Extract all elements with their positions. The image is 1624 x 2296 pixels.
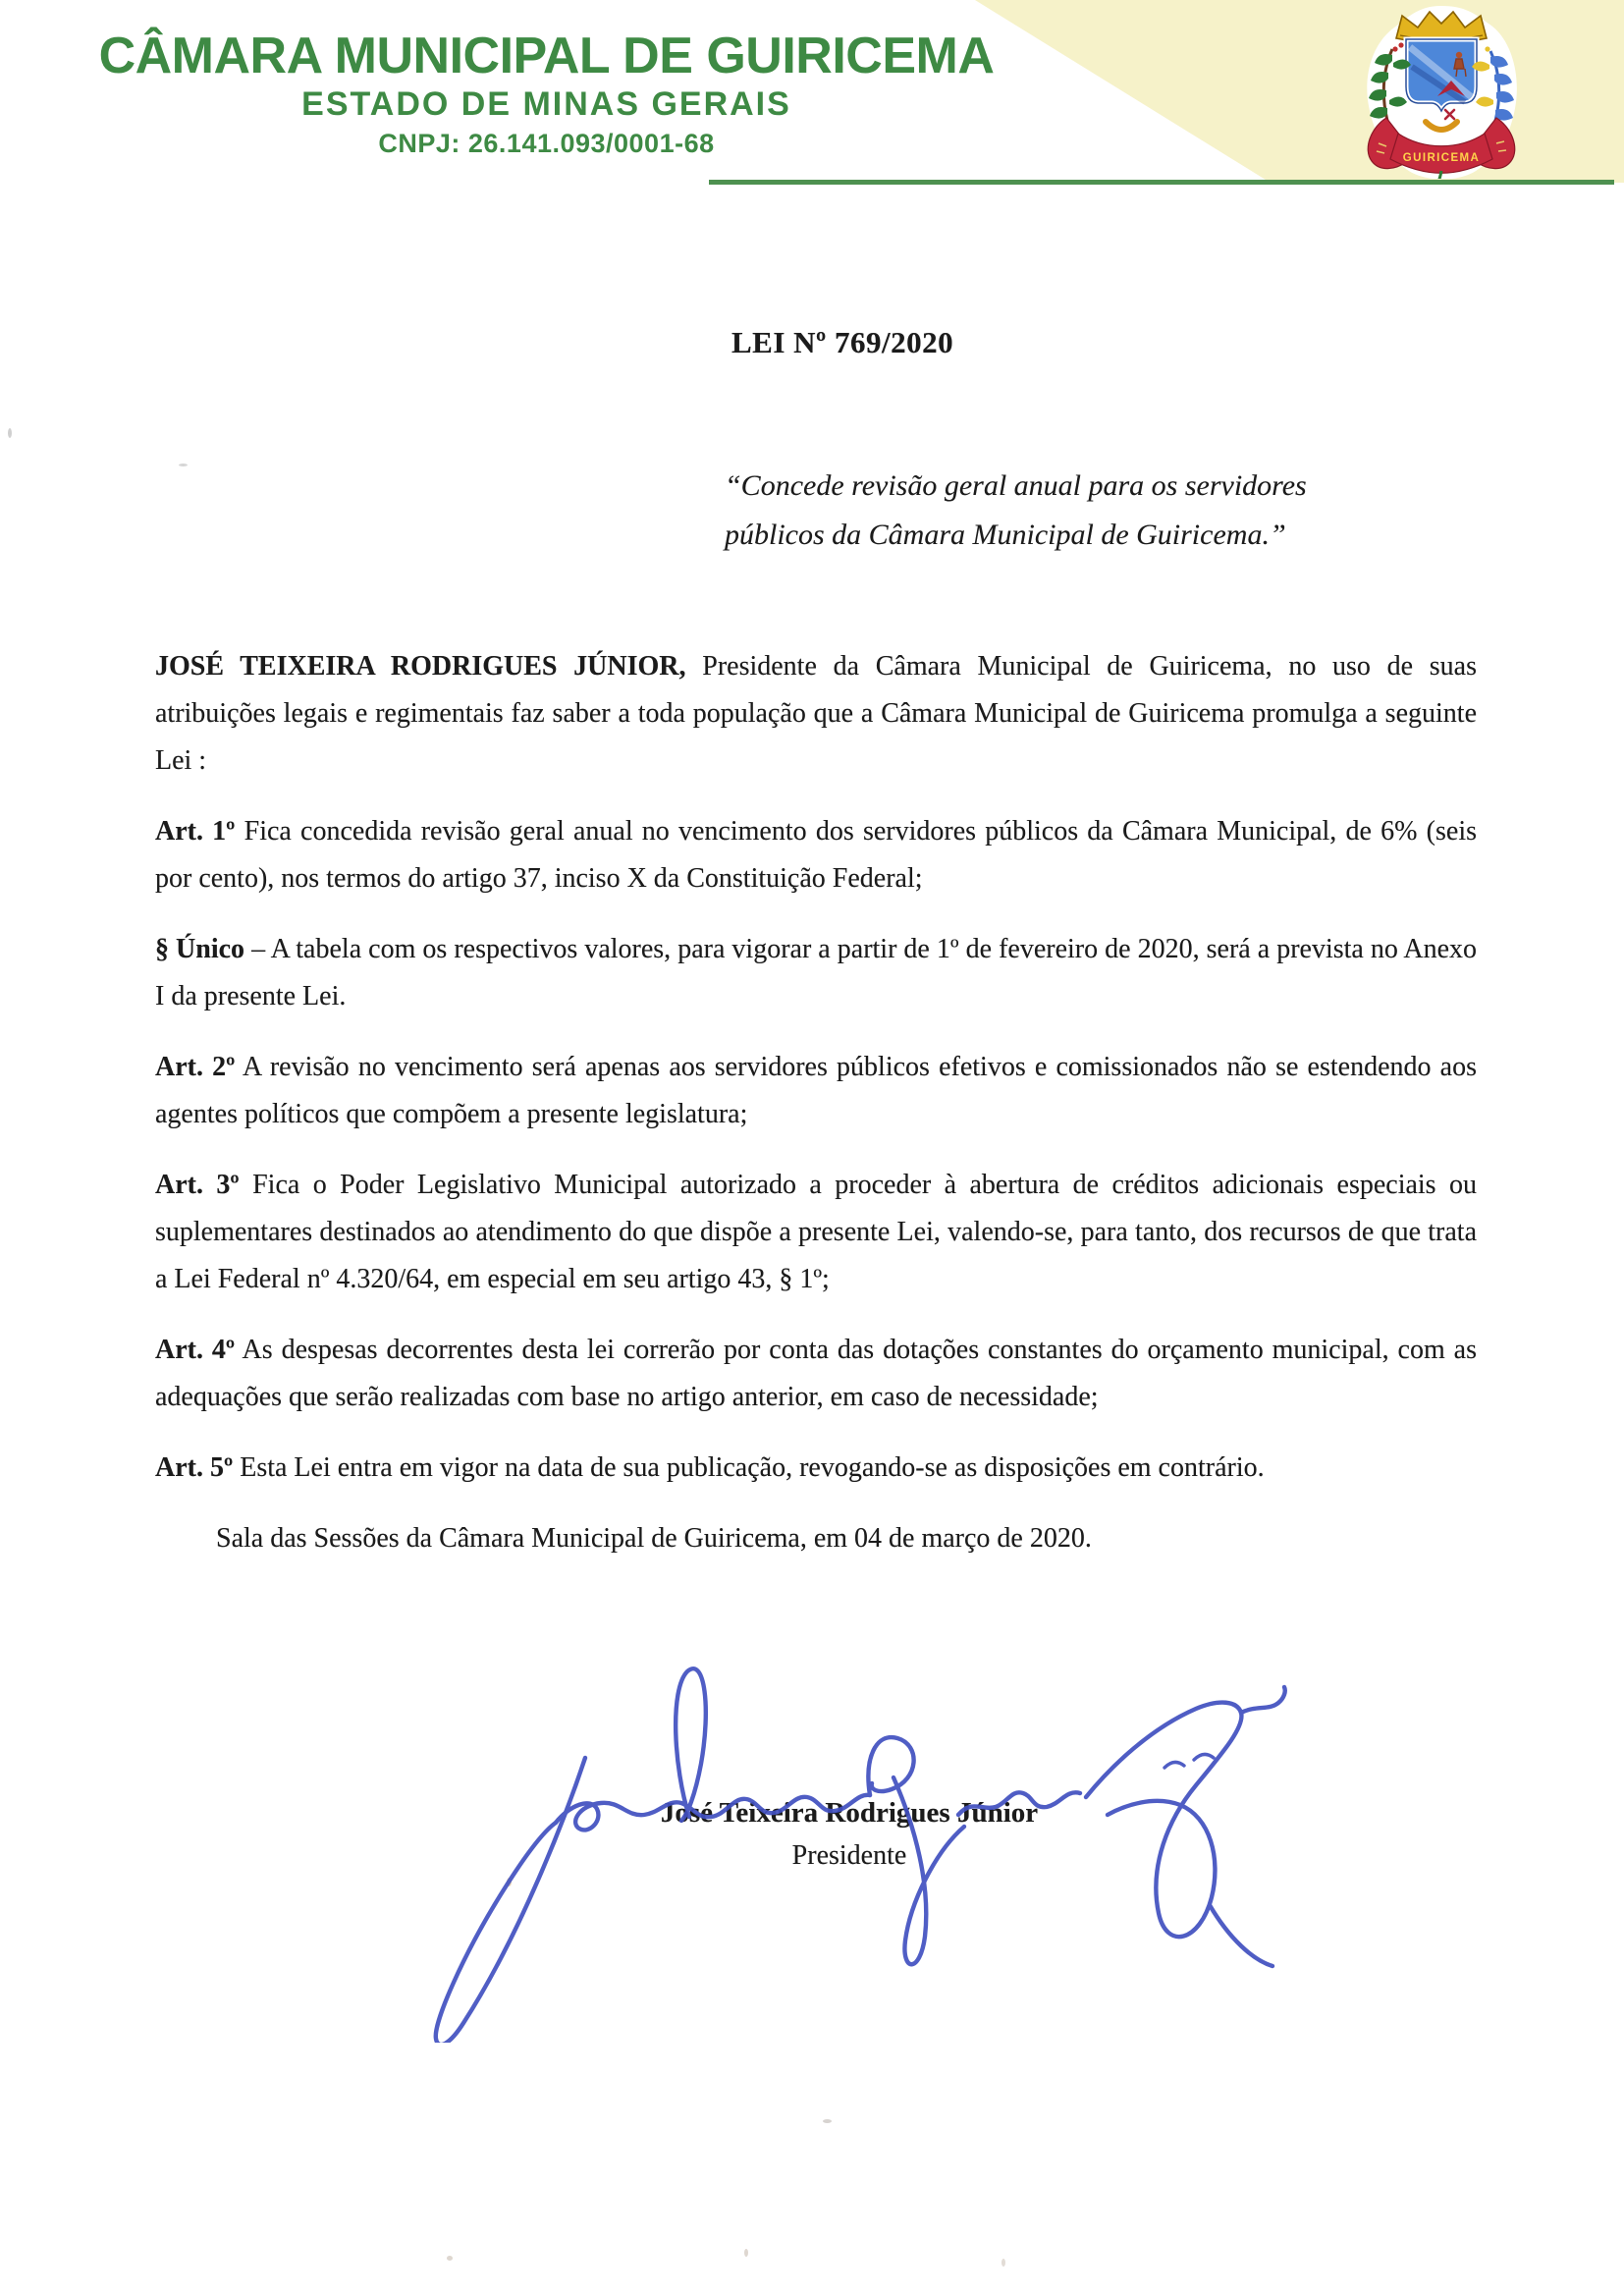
- epigraph-line-1: “Concede revisão geral anual para os servidores: [725, 469, 1307, 502]
- article-3-rest: Fica o Poder Legislativo Municipal autorizado a proceder à abertura de créditos adicionais especiais ou suplementares destinados ao atendimento do que dispõe a presente Lei, valendo-se, para tanto, dos recursos de que trata a Lei Federal nº 4.320/64, em especial em seu artigo 43, § 1º;: [155, 1170, 1478, 1294]
- preamble-rest: Presidente da Câmara Municipal de Guiricema, no uso de suas atribuições legais e regimentais faz saber a toda população que a Câmara Municipal de Guiricema promulga a seguinte Lei :: [155, 651, 1478, 776]
- article-2-rest: A revisão no vencimento será apenas aos servidores públicos efetivos e comissionados não se estendendo aos agentes políticos que compõem a presente legislatura;: [155, 1052, 1477, 1129]
- article-1-lead: Art. 1º: [155, 816, 236, 847]
- article-3-paragraph: [155, 1162, 1477, 1303]
- crest-motto: GUIRICEMA: [1402, 152, 1481, 164]
- signer-role: Presidente: [791, 1840, 907, 1871]
- sole-paragraph: [155, 926, 1477, 1020]
- header-rule: [709, 180, 1614, 185]
- preamble-lead: JOSÉ TEIXEIRA RODRIGUES JÚNIOR,: [155, 651, 686, 682]
- scan-speck: [8, 428, 12, 438]
- scan-speck: [823, 2119, 832, 2123]
- header-yellow-band: [975, 0, 1624, 183]
- crest-shield-icon: [1406, 39, 1477, 111]
- closing-line: Sala das Sessões da Câmara Municipal de Guiricema, em 04 de março de 2020.: [216, 1523, 1092, 1554]
- scan-speck: [1001, 2259, 1005, 2267]
- article-2-paragraph: [155, 1044, 1477, 1138]
- org-name: CÂMARA MUNICIPAL DE GUIRICEMA: [98, 27, 995, 84]
- signer-name: José Teixeira Rodrigues Júnior: [660, 1797, 1039, 1829]
- scan-speck: [447, 2256, 453, 2261]
- law-body: [155, 643, 1477, 1586]
- scan-speck: [744, 2249, 748, 2257]
- article-4-paragraph: [155, 1327, 1477, 1421]
- sole-paragraph-rest: – A tabela com os respectivos valores, para vigorar a partir de 1º de fevereiro de 2020, será a prevista no Anexo I da presente Lei.: [155, 934, 1478, 1011]
- sole-paragraph-lead: § Único: [155, 934, 245, 964]
- article-1-rest: Fica concedida revisão geral anual no vencimento dos servidores públicos da Câmara Municipal, de 6% (seis por cento), nos termos do artigo 37, inciso X da Constituição Federal;: [155, 816, 1477, 894]
- epigraph-line-2: públicos da Câmara Municipal de Guiricema.”: [725, 519, 1286, 551]
- handwritten-signature: [373, 1650, 1316, 2043]
- law-title: LEI Nº 769/2020: [731, 325, 954, 359]
- letterhead: [97, 29, 996, 161]
- article-4-lead: Art. 4º: [155, 1335, 236, 1365]
- article-3-lead: Art. 3º: [155, 1170, 240, 1200]
- article-4-rest: As despesas decorrentes desta lei correrão por conta das dotações constantes do orçamento municipal, com as adequações que serão realizadas com base no artigo anterior, em caso de necessidade;: [155, 1335, 1477, 1412]
- guiricema-coat-of-arms: [1363, 6, 1520, 179]
- state-line: ESTADO DE MINAS GERAIS: [301, 85, 791, 123]
- article-2-lead: Art. 2º: [155, 1052, 236, 1082]
- epigraph: [725, 462, 1392, 560]
- article-5-rest: Esta Lei entra em vigor na data de sua publicação, revogando-se as disposições em contrário.: [233, 1452, 1265, 1483]
- article-5-paragraph: [155, 1445, 1477, 1492]
- scan-speck: [179, 464, 188, 466]
- preamble-paragraph: [155, 643, 1477, 785]
- article-5-lead: Art. 5º: [155, 1452, 234, 1483]
- article-1-paragraph: [155, 808, 1477, 902]
- cnpj-line: CNPJ: 26.141.093/0001-68: [378, 129, 715, 158]
